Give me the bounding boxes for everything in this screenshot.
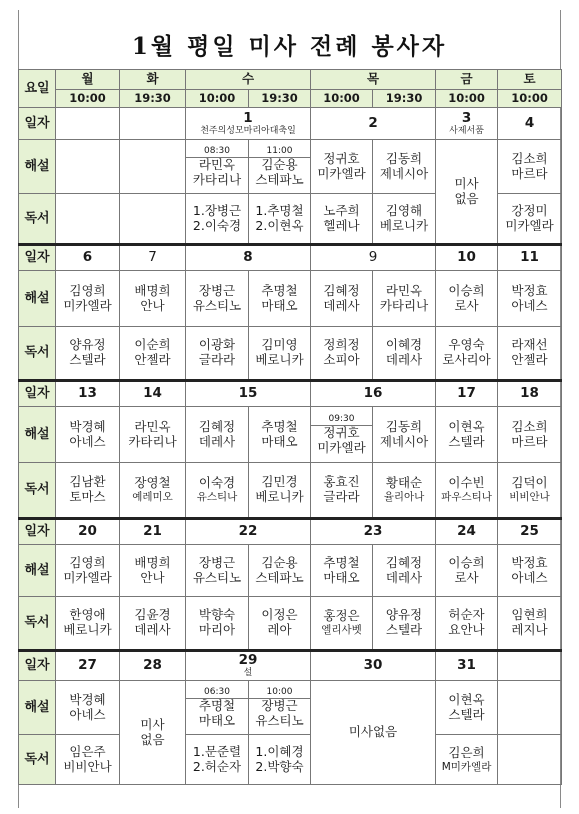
week4-wed1-commentary: 장병근 유스티노: [186, 545, 249, 597]
row-label-reading: 독서: [19, 327, 56, 381]
page-title: 1월 평일 미사 전례 봉사자: [131, 33, 448, 60]
week3-sat-date: 18: [498, 381, 562, 407]
week4-sat-reading: 임현희 레지나: [498, 597, 562, 651]
schedule-table: [18, 69, 562, 785]
week2-date-row: [19, 245, 562, 271]
week4-tue-commentary: 배명희 안나: [120, 545, 186, 597]
week3-tue-reading: 장영철 예레미오: [120, 463, 186, 519]
week1-wed1-commentary: 08:30 라민옥 카타리나: [186, 140, 249, 194]
week5-reading-row: [19, 735, 562, 785]
week2-wed2-commentary: 추명철 마태오: [249, 271, 311, 327]
week1-wed-note: 천주의성모마리아대축일: [200, 125, 296, 136]
week1-mon-reading: [56, 194, 120, 245]
week2-wed1-commentary: 장병근 유스티노: [186, 271, 249, 327]
week4-thu-date: 23: [311, 519, 436, 545]
week2-mon-date: 6: [56, 245, 120, 271]
row-label-commentary: 해설: [19, 545, 56, 597]
week3-thu2-reading: 황태순 율리아나: [373, 463, 436, 519]
week2-mon-reading: 양유정 스텔라: [56, 327, 120, 381]
day-sat: 토: [498, 70, 562, 90]
week3-fri-reading: 이수빈 파우스티나: [436, 463, 498, 519]
day-mon: 월: [56, 70, 120, 90]
week5-wed1-reading: 1.문준렬 2.허순자: [186, 735, 249, 785]
week4-date-row: [19, 519, 562, 545]
week3-mon-reading: 김남환 토마스: [56, 463, 120, 519]
time-sat: 10:00: [498, 90, 562, 108]
week2-reading-row: [19, 327, 562, 381]
week3-wed-date: 15: [186, 381, 311, 407]
week1-thu2-reading: 김영해 베로니카: [373, 194, 436, 245]
week5-mon-date: 27: [56, 651, 120, 681]
day-fri: 금: [436, 70, 498, 90]
week3-tue-date: 14: [120, 381, 186, 407]
week4-wed2-commentary: 김순용 스테파노: [249, 545, 311, 597]
week4-tue-date: 21: [120, 519, 186, 545]
week5-tue-date: 28: [120, 651, 186, 681]
week4-wed-date: 22: [186, 519, 311, 545]
week2-mon-commentary: 김영희 미카엘라: [56, 271, 120, 327]
week3-commentary-row: [19, 407, 562, 463]
week1-date-row: [19, 108, 562, 140]
week5-tue-no-mass: 미사 없음: [120, 681, 186, 785]
week2-thu1-reading: 정희정 소피아: [311, 327, 373, 381]
time-fri: 10:00: [436, 90, 498, 108]
week2-commentary-row: [19, 271, 562, 327]
week1-fri-no-mass: 미사 없음: [436, 140, 498, 245]
week3-tue-commentary: 라민옥 카타리나: [120, 407, 186, 463]
week1-mon-commentary: [56, 140, 120, 194]
week1-wed2-reading: 1.추명철 2.이현옥: [249, 194, 311, 245]
week3-wed2-reading: 김민경 베로니카: [249, 463, 311, 519]
week1-tue-reading: [120, 194, 186, 245]
week3-sat-commentary: 김소희 마르타: [498, 407, 562, 463]
week3-thu2-commentary: 김동희 제네시아: [373, 407, 436, 463]
week4-thu2-reading: 양유정 스텔라: [373, 597, 436, 651]
week5-fri-date: 31: [436, 651, 498, 681]
week4-fri-reading: 허순자 요안나: [436, 597, 498, 651]
week1-thu2-commentary: 김동희 제네시아: [373, 140, 436, 194]
time-wed-1: 10:00: [186, 90, 249, 108]
week1-sat-reading: 강정미 미카엘라: [498, 194, 562, 245]
week3-thu1-commentary: 09:30 정귀호 미카엘라: [311, 407, 373, 463]
service-time: 06:30: [186, 686, 248, 699]
week3-wed1-reading: 이숙경 유스티나: [186, 463, 249, 519]
week2-tue-date: 7: [120, 245, 186, 271]
week2-thu1-commentary: 김혜정 데레사: [311, 271, 373, 327]
week3-fri-date: 17: [436, 381, 498, 407]
row-label-commentary: 해설: [19, 271, 56, 327]
time-tue: 19:30: [120, 90, 186, 108]
week4-reading-row: [19, 597, 562, 651]
week1-sat-date: 4: [498, 108, 562, 140]
week5-wed1-commentary: 06:30 추명철 마태오: [186, 681, 249, 735]
week5-commentary-row: [19, 681, 562, 735]
week2-fri-reading: 우영숙 로사리아: [436, 327, 498, 381]
week1-tue-commentary: [120, 140, 186, 194]
service-time: 08:30: [186, 145, 248, 158]
week2-wed2-reading: 김미영 베로니카: [249, 327, 311, 381]
week1-fri-date: 3 사제서품: [436, 108, 498, 140]
week4-fri-commentary: 이승희 로사: [436, 545, 498, 597]
time-thu-1: 10:00: [311, 90, 373, 108]
row-label-date: 일자: [19, 519, 56, 545]
week4-wed1-reading: 박향숙 마리아: [186, 597, 249, 651]
row-label-commentary: 해설: [19, 407, 56, 463]
time-mon: 10:00: [56, 90, 120, 108]
week1-thu1-reading: 노주희 헬레나: [311, 194, 373, 245]
row-label-reading: 독서: [19, 463, 56, 519]
time-thu-2: 19:30: [373, 90, 436, 108]
week4-thu2-commentary: 김혜정 데레사: [373, 545, 436, 597]
week3-sat-reading: 김덕이 비비안나: [498, 463, 562, 519]
week3-wed1-commentary: 김혜정 데레사: [186, 407, 249, 463]
week5-wed-note: 설: [243, 668, 253, 679]
day-wed: 수: [186, 70, 311, 90]
week3-mon-date: 13: [56, 381, 120, 407]
week1-commentary-row: [19, 140, 562, 194]
week5-wed2-commentary: 10:00 장병근 유스티노: [249, 681, 311, 735]
week2-sat-date: 11: [498, 245, 562, 271]
week4-mon-commentary: 김영희 미카엘라: [56, 545, 120, 597]
row-label-date: 일자: [19, 245, 56, 271]
week2-fri-date: 10: [436, 245, 498, 271]
row-label-date: 일자: [19, 381, 56, 407]
week4-sat-date: 25: [498, 519, 562, 545]
week1-fri-note: 사제서품: [449, 125, 484, 136]
week3-thu-date: 16: [311, 381, 436, 407]
week4-fri-date: 24: [436, 519, 498, 545]
week1-sat-commentary: 김소희 마르타: [498, 140, 562, 194]
row-label-reading: 독서: [19, 735, 56, 785]
week4-mon-date: 20: [56, 519, 120, 545]
week4-thu1-reading: 홍정은 엘리사벳: [311, 597, 373, 651]
week2-wed1-reading: 이광화 글라라: [186, 327, 249, 381]
week5-sat-commentary: [498, 681, 562, 735]
week1-wed2-commentary: 11:00 김순용 스테파노: [249, 140, 311, 194]
row-label-dayname: 요일: [19, 70, 56, 108]
week3-thu1-reading: 홍효진 글라라: [311, 463, 373, 519]
week1-tue-date: [120, 108, 186, 140]
week1-thu-date: 2: [311, 108, 436, 140]
week1-wed1-reading: 1.장병근 2.이숙경: [186, 194, 249, 245]
day-thu: 목: [311, 70, 436, 90]
week4-commentary-row: [19, 545, 562, 597]
week4-sat-commentary: 박정효 아네스: [498, 545, 562, 597]
time-wed-2: 19:30: [249, 90, 311, 108]
header-time-row: [19, 90, 562, 108]
week3-wed2-commentary: 추명철 마태오: [249, 407, 311, 463]
week2-tue-reading: 이순희 안젤라: [120, 327, 186, 381]
week2-fri-commentary: 이승희 로사: [436, 271, 498, 327]
week2-wed-date: 8: [186, 245, 311, 271]
week1-thu1-commentary: 정귀호 미카엘라: [311, 140, 373, 194]
service-time: 09:30: [311, 413, 372, 426]
week3-date-row: [19, 381, 562, 407]
week4-wed2-reading: 이정은 레아: [249, 597, 311, 651]
week4-thu1-commentary: 추명철 마태오: [311, 545, 373, 597]
week5-thu-no-mass: 미사없음: [311, 681, 436, 785]
week2-sat-commentary: 박정효 아네스: [498, 271, 562, 327]
week5-wed-date: 29 설: [186, 651, 311, 681]
week2-sat-reading: 라재선 안젤라: [498, 327, 562, 381]
week5-mon-commentary: 박경혜 아네스: [56, 681, 120, 735]
row-label-reading: 독서: [19, 194, 56, 245]
week2-thu2-commentary: 라민옥 카타리나: [373, 271, 436, 327]
week4-mon-reading: 한영애 베로니카: [56, 597, 120, 651]
week5-fri-reading: 김은희 M미카엘라: [436, 735, 498, 785]
week2-thu2-reading: 이혜경 데레사: [373, 327, 436, 381]
week1-wed-date: 1 천주의성모마리아대축일: [186, 108, 311, 140]
week5-sat-reading: [498, 735, 562, 785]
week2-thu-date: 9: [311, 245, 436, 271]
week1-mon-date: [56, 108, 120, 140]
row-label-date: 일자: [19, 108, 56, 140]
week3-reading-row: [19, 463, 562, 519]
week4-tue-reading: 김윤경 데레사: [120, 597, 186, 651]
week5-thu-date: 30: [311, 651, 436, 681]
header-dayname-row: [19, 70, 562, 90]
week5-mon-reading: 임은주 비비안나: [56, 735, 120, 785]
week3-mon-commentary: 박경혜 아네스: [56, 407, 120, 463]
row-label-reading: 독서: [19, 597, 56, 651]
service-time: 11:00: [249, 145, 310, 158]
week5-sat-date: [498, 651, 562, 681]
week2-tue-commentary: 배명희 안나: [120, 271, 186, 327]
row-label-date: 일자: [19, 651, 56, 681]
row-label-commentary: 해설: [19, 140, 56, 194]
service-time: 10:00: [249, 686, 310, 699]
week3-fri-commentary: 이현옥 스텔라: [436, 407, 498, 463]
day-tue: 화: [120, 70, 186, 90]
week5-fri-commentary: 이현옥 스텔라: [436, 681, 498, 735]
week5-date-row: [19, 651, 562, 681]
row-label-commentary: 해설: [19, 681, 56, 735]
week5-wed2-reading: 1.이혜경 2.박향숙: [249, 735, 311, 785]
